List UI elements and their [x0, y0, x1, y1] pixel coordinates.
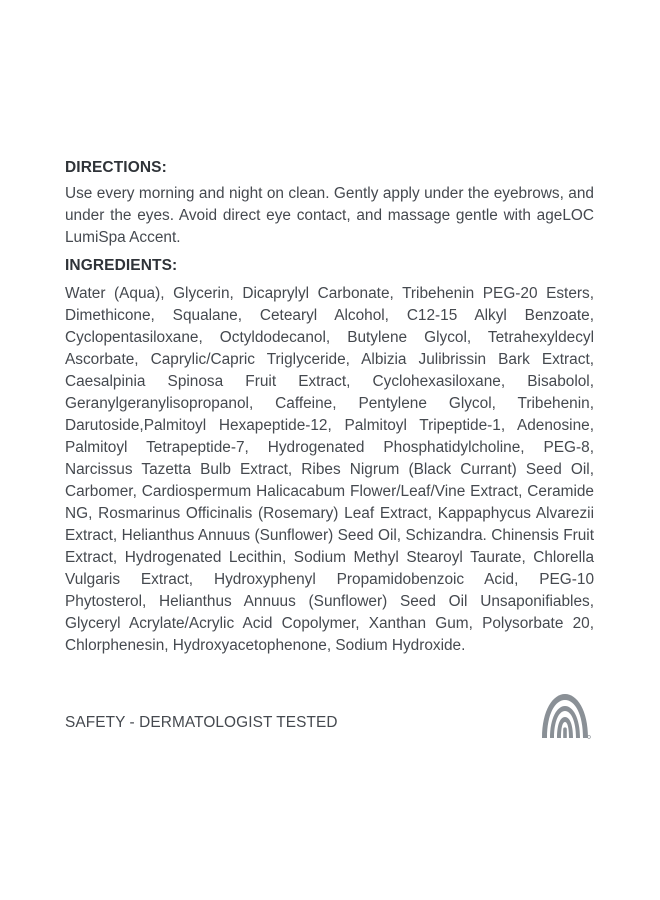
label-content — [65, 157, 594, 663]
brand-logo-svg — [538, 690, 592, 740]
ingredients-text: Water (Aqua), Glycerin, Dicaprylyl Carbonate, Tribehenin PEG-20 Esters, Dimethicone, Squalane, Cetearyl Alcohol, C12-15 Alkyl Benzoate, Cyclopentasiloxane, Octyldodecanol, Butylene Glycol, Tetrahexyldecyl Ascorbate, Caprylic/Capric Triglyceride, Albizia Julibrissin Bark Extract, Caesalpinia Spinosa Fruit Extract, Cyclohexasiloxane, Bisabolol, Geranylgeranylisopropanol, Caffeine, Pentylene Glycol, Tribehenin, Darutoside,Palmitoyl Hexapeptide-12, Palmitoyl Tripeptide-1, Adenosine, Palmitoyl Tetrapeptide-7, Hydrogenated Phosphatidylcholine, PEG-8, Narcissus Tazetta Bulb Extract, Ribes Nigrum (Black Currant) Seed Oil, Carbomer, Cardiospermum Halicacabum Flower/Leaf/Vine Extract, Ceramide NG, Rosmarinus Officinalis (Rosemary) Leaf Extract, Kappaphycus Alvarezii Extract, Helianthus Annuus (Sunflower) Seed Oil, Schizandra. Chinensis Fruit Extract, Hydrogenated Lecithin, Sodium Methyl Stearoyl Taurate, Chlorella Vulgaris Extract, Hydroxyphenyl Propamidobenzoic Acid, PEG-10 Phytosterol, Helianthus Annuus (Sunflower) Seed Oil Unsaponifiables, Glyceryl Acrylate/Acrylic Acid Copolymer, Xanthan Gum, Polysorbate 20, Chlorphenesin, Hydroxyacetophenone, Sodium Hydroxide. — [65, 285, 594, 654]
directions-text: Use every morning and night on clean. Gently apply under the eyebrows, and under the eyes. Avoid direct eye contact, and massage gentle with ageLOC LumiSpa Accent. — [65, 185, 594, 246]
safety-text: SAFETY - DERMATOLOGIST TESTED — [65, 714, 338, 731]
ingredients-heading: INGREDIENTS: — [65, 257, 178, 274]
directions-heading: DIRECTIONS: — [65, 159, 167, 176]
brand-logo-icon — [538, 690, 592, 740]
